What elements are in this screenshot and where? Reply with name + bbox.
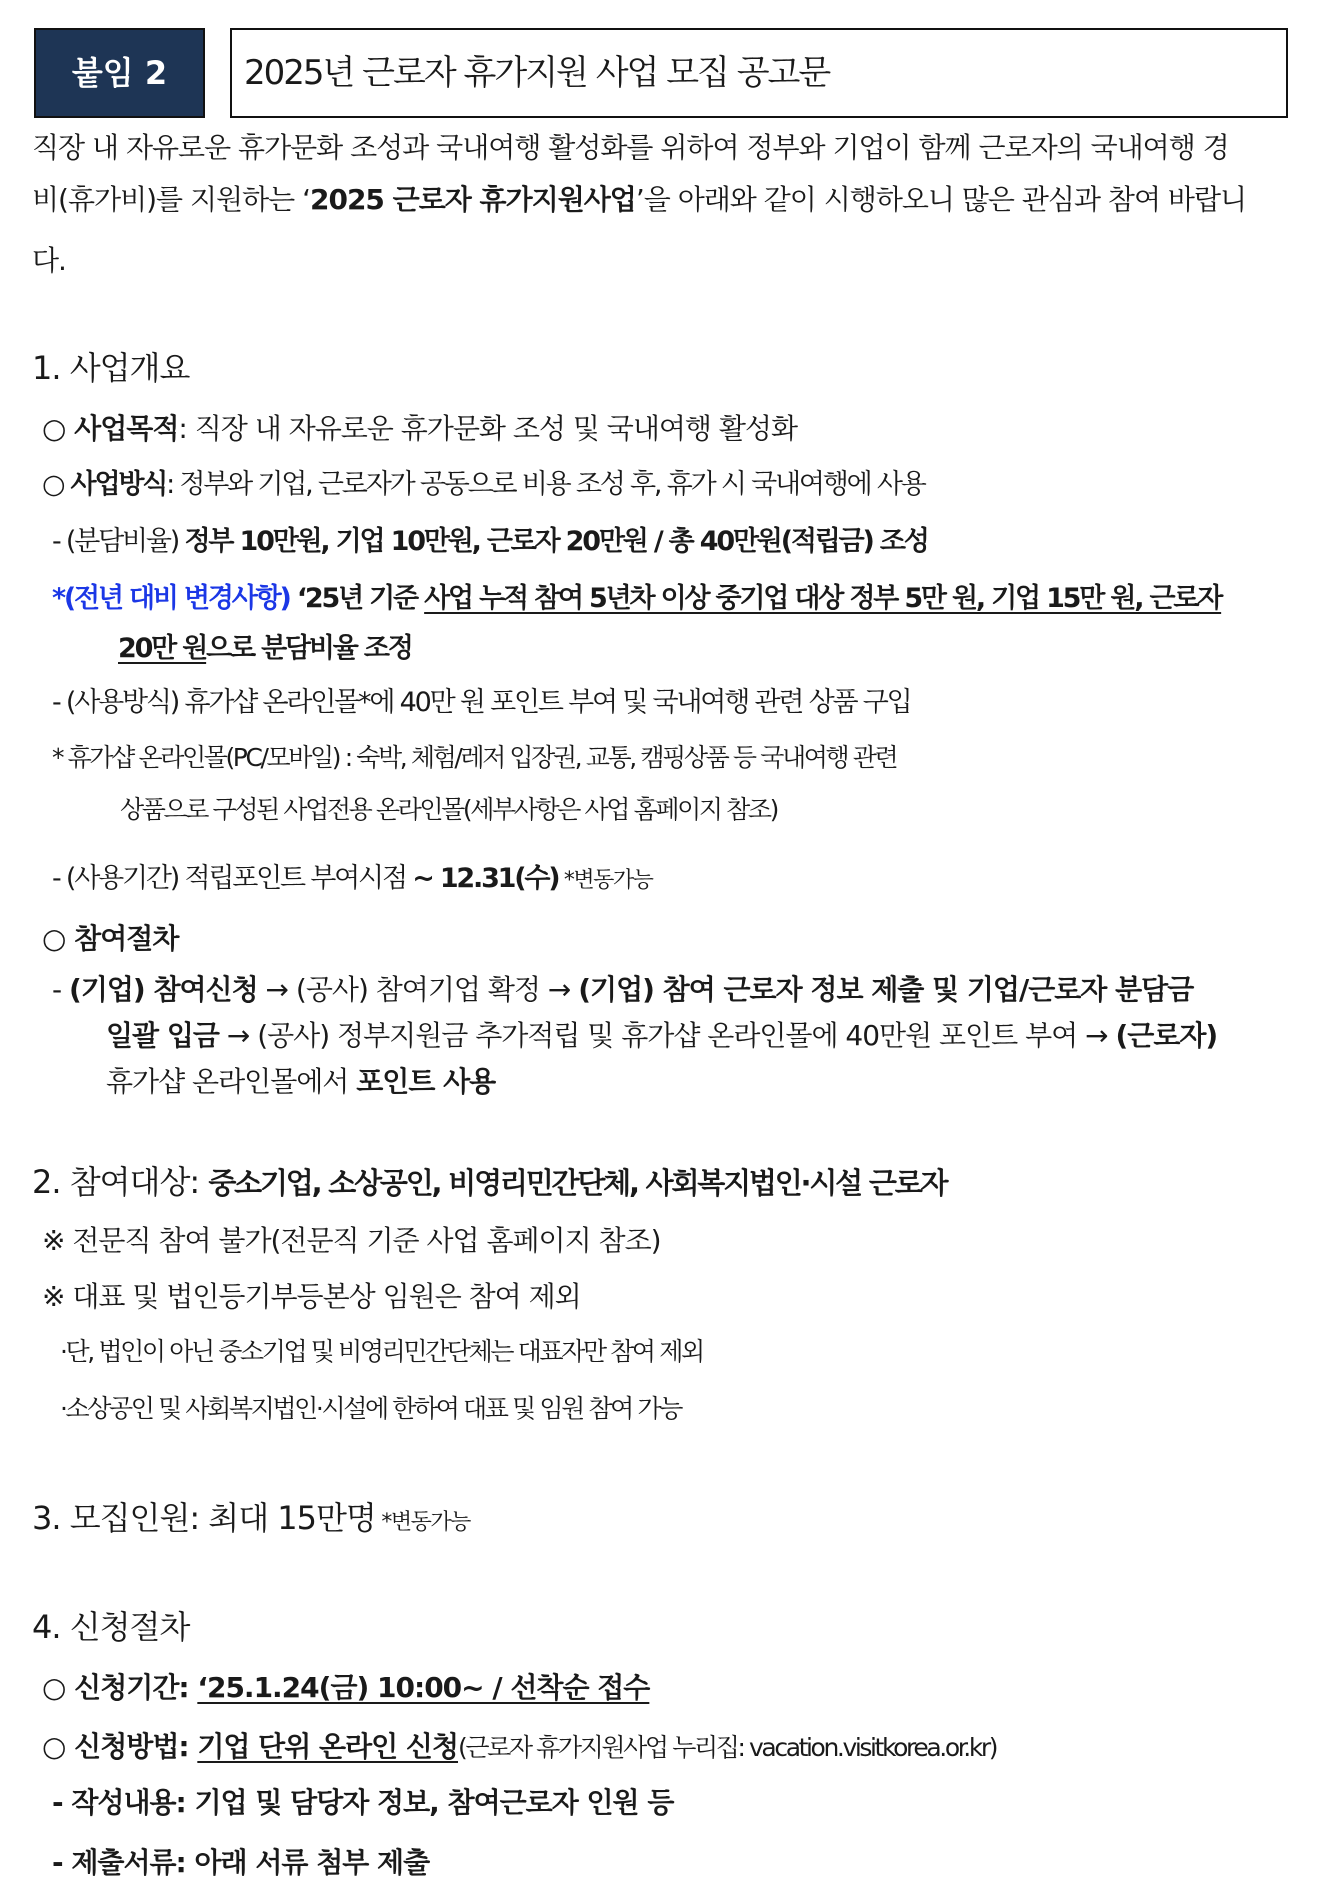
s2-sub-1: ·단, 법인이 아닌 중소기업 및 비영리민간단체는 대표자만 참여 제외 [60,1337,703,1366]
apply-method-label: ○ 신청방법: [42,1730,198,1763]
usage-note-1: * 휴가샵 온라인몰(PC/모바일) : 숙박, 체험/레저 입장권, 교통, 캠핑상품 등 국내여행 관련 [52,743,897,772]
period-row [52,862,652,898]
step-text: (근로자) [1115,1019,1218,1052]
apply-period-value: ‘25.1.24(금) 10:00~ / 선착순 접수 [197,1671,650,1704]
apply-period-row [42,1670,649,1706]
method-label: ○ 사업방식 [42,469,167,500]
apply-docs-row: - 제출서류: 아래 서류 첨부 제출 [52,1846,430,1879]
apply-period-label: ○ 신청기간: [42,1671,198,1704]
step-text: (기업) 참여 근로자 정보 제출 및 기업/근로자 분담금 [578,973,1194,1006]
apply-method-row [42,1729,996,1765]
intro-text: ’을 아래와 같이 시행하오니 많은 관심과 참여 바랍니 [635,183,1247,216]
purpose-label: ○ 사업목적 [42,412,179,445]
procedure-line-2 [106,1018,1217,1054]
section-2-label: 2. 참여대상: [32,1163,209,1201]
period-label: - (사용기간) 적립포인트 부여시점 [52,863,413,894]
attachment-tag: 붙임 2 [34,28,205,118]
purpose-text: : 직장 내 자유로운 휴가문화 조성 및 국내여행 활성화 [178,412,798,445]
change-label: *(전년 대비 변경사항) [52,583,290,614]
intro-line-1: 직장 내 자유로운 휴가문화 조성과 국내여행 활성화를 위하여 정부와 기업이 함께 근로자의 국내여행 경 [32,131,1229,164]
s2-note-1: ※ 전문직 참여 불가(전문직 기준 사업 홈페이지 참조) [42,1224,661,1257]
step-text: 일괄 입금 [106,1019,219,1052]
change-text-underlined: 20만 원 [118,633,207,664]
section-2-heading [32,1162,946,1202]
usage-row: - (사용방식) 휴가샵 온라인몰*에 40만 원 포인트 부여 및 국내여행 관련 상품 구입 [52,687,911,718]
intro-line-3: 다. [32,244,66,277]
usage-note-2: 상품으로 구성된 사업전용 온라인몰(세부사항은 사업 홈페이지 참조) [120,795,777,824]
apply-method-note: (근로자 휴가지원사업 누리집: vacation.visitkorea.or.kr) [458,1733,997,1762]
section-3-text: 3. 모집인원: 최대 15만명 [32,1499,376,1537]
ratio-label: - (분담비율) [52,526,185,557]
change-text: 으로 분담비율 조정 [206,633,412,664]
ratio-text: 정부 10만원, 기업 10만원, 근로자 20만원 / 총 40만원(적립금) 조성 [184,526,928,557]
period-value: ~ 12.31(수) [412,863,559,894]
change-row [52,582,1221,616]
section-1-heading: 1. 사업개요 [32,349,190,387]
apply-content-row: - 작성내용: 기업 및 담당자 정보, 참여근로자 인원 등 [52,1786,674,1819]
step-text: (기업) 참여신청 [69,973,258,1006]
program-name: 2025 근로자 휴가지원사업 [309,183,636,216]
period-note: *변동가능 [558,868,653,893]
intro-text: 비(휴가비)를 지원하는 ‘ [32,183,310,216]
section-2-target: 중소기업, 소상공인, 비영리민간단체, 사회복지법인·시설 근로자 [208,1166,947,1200]
change-text: ‘25년 기준 [289,583,425,614]
section-3-heading [32,1498,470,1543]
ratio-row [52,525,928,559]
bullet: - [52,973,70,1006]
procedure-line-3 [106,1064,495,1100]
s2-sub-2: ·소상공인 및 사회복지법인·시설에 한하여 대표 및 임원 참여 가능 [60,1394,681,1423]
s2-note-2: ※ 대표 및 법인등기부등본상 임원은 참여 제외 [42,1280,581,1313]
document-title: 2025년 근로자 휴가지원 사업 모집 공고문 [230,28,1288,118]
step-text: → (공사) 참여기업 확정 → [257,973,579,1006]
change-row-cont [118,632,412,666]
method-row [42,468,925,502]
intro-line-2 [32,182,1246,218]
method-text: : 정부와 기업, 근로자가 공동으로 비용 조성 후, 휴가 시 국내여행에 사용 [166,469,925,500]
apply-method-value: 기업 단위 온라인 신청 [197,1730,459,1763]
procedure-label: ○ 참여절차 [42,922,179,955]
step-text: → (공사) 정부지원금 추가적립 및 휴가샵 온라인몰에 40만원 포인트 부여 → [218,1019,1116,1052]
section-3-note: *변동가능 [375,1510,470,1535]
step-text: 포인트 사용 [356,1065,496,1098]
section-4-heading: 4. 신청절차 [32,1608,190,1646]
change-text-underlined: 사업 누적 참여 5년차 이상 중기업 대상 정부 5만 원, 기업 15만 원, 근로자 [424,583,1222,614]
step-text: 휴가샵 온라인몰에서 [106,1065,357,1098]
purpose-row [42,411,797,447]
procedure-line-1 [52,972,1193,1008]
